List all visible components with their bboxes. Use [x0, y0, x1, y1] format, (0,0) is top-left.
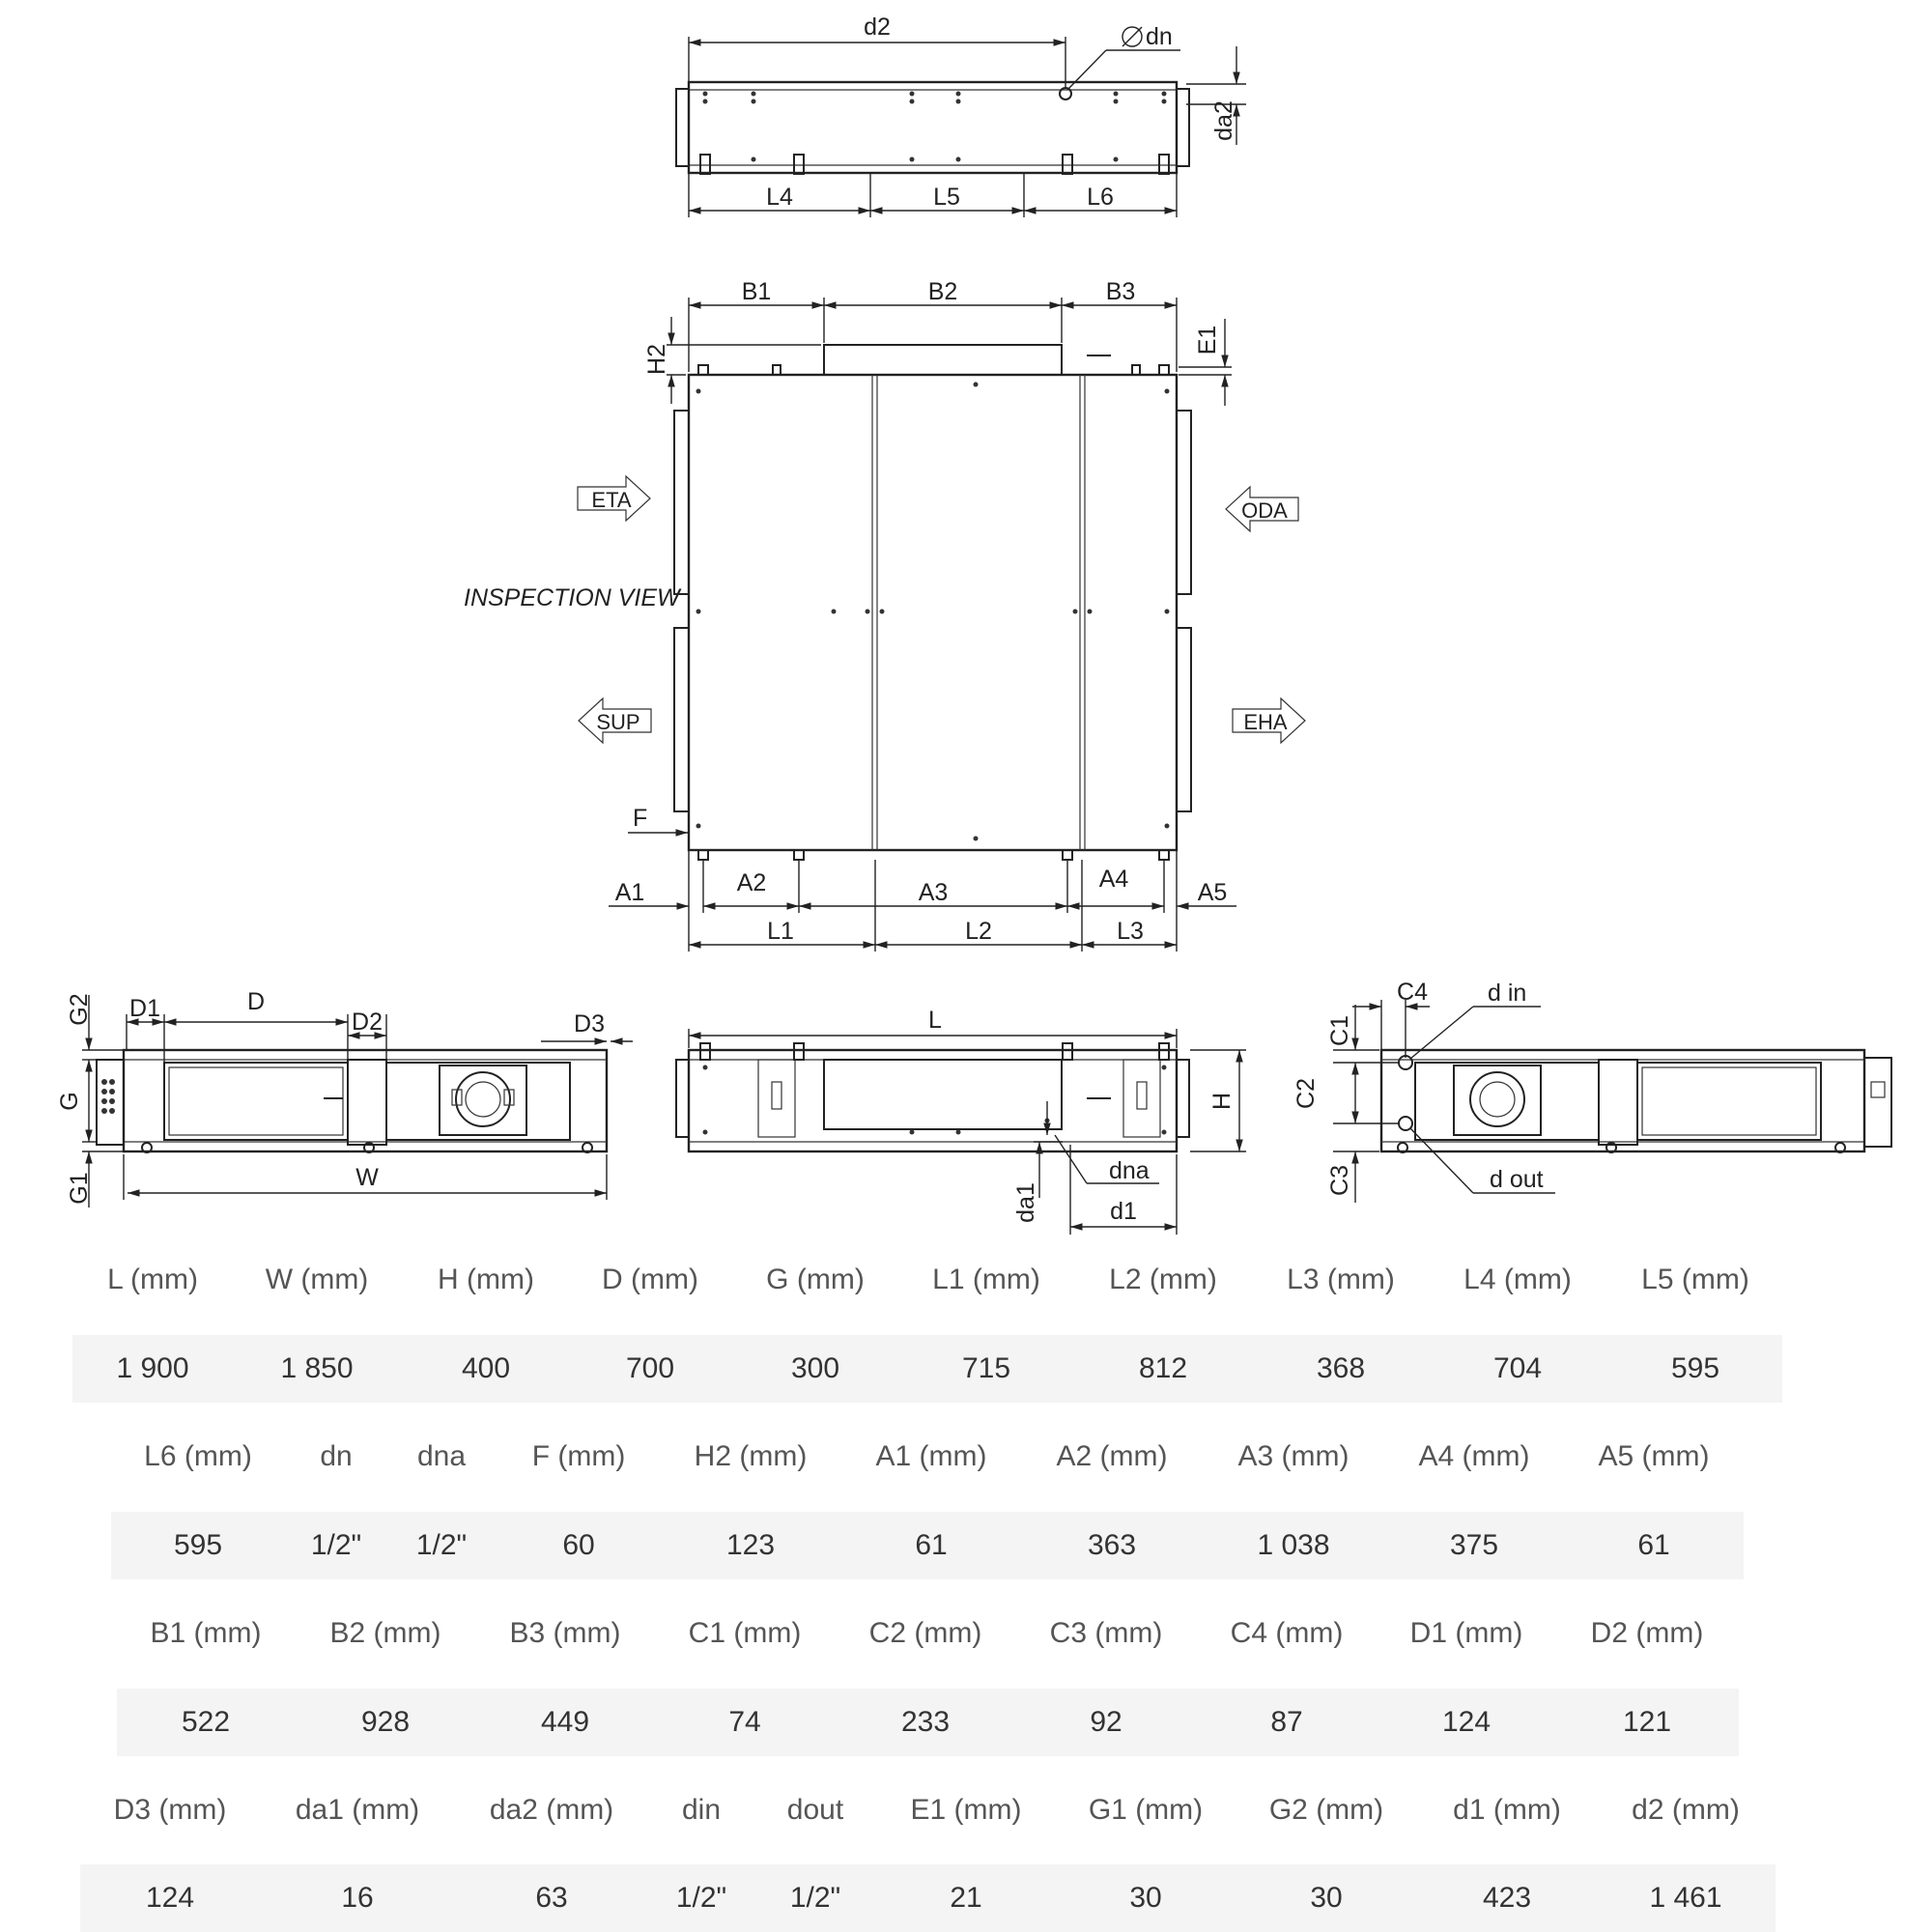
table-value-cell: 1 850	[280, 1352, 354, 1384]
table-header-cell: H2 (mm)	[694, 1440, 808, 1472]
dim-label-da1: da1	[1012, 1182, 1039, 1223]
table-row	[0, 1512, 1932, 1579]
table-header-cell: B2 (mm)	[329, 1617, 441, 1649]
dim-label-d2: D2	[352, 1009, 383, 1036]
table-header-cell: da2 (mm)	[489, 1794, 614, 1826]
left-side-view	[56, 988, 633, 1208]
table-value-cell: 16	[341, 1882, 374, 1914]
dim-label-l6: L6	[1087, 184, 1114, 211]
table-value-cell: 30	[1129, 1882, 1162, 1914]
table-header-cell: B3 (mm)	[509, 1617, 621, 1649]
table-header-cell: B1 (mm)	[150, 1617, 262, 1649]
table-value-cell: 700	[625, 1352, 675, 1384]
dim-label-a3: A3	[918, 879, 949, 906]
dim-label-d1: D1	[129, 995, 160, 1022]
table-value-cell: 400	[461, 1352, 511, 1384]
dim-label-a4: A4	[1098, 866, 1129, 893]
table-row	[0, 1689, 1932, 1756]
table-value-cell: 121	[1622, 1706, 1672, 1738]
dim-label-c2: C2	[1293, 1078, 1320, 1109]
table-value-cell: 92	[1090, 1706, 1122, 1738]
dim-label-c1: C1	[1326, 1015, 1353, 1046]
table-header-cell: L (mm)	[107, 1264, 198, 1295]
dim-label-l5: L5	[933, 184, 960, 211]
table-value-cell: 233	[900, 1706, 951, 1738]
table-header-cell: A5 (mm)	[1598, 1440, 1710, 1472]
table-header-cell: W (mm)	[265, 1264, 369, 1295]
dim-label-dn: dn	[1146, 23, 1173, 50]
table-header-cell: C3 (mm)	[1049, 1617, 1163, 1649]
table-value-cell: 61	[915, 1529, 948, 1561]
table-header-cell: F (mm)	[531, 1440, 626, 1472]
dim-label-f: F	[633, 805, 648, 832]
right-side-view	[1293, 979, 1891, 1203]
table-value-cell: 1/2"	[675, 1882, 727, 1914]
dim-label-d-out: d out	[1490, 1166, 1544, 1193]
table-value-cell: 1 461	[1649, 1882, 1722, 1914]
dim-label-a1: A1	[614, 879, 645, 906]
table-value-cell: 1 900	[116, 1352, 189, 1384]
table-value-cell: 704	[1492, 1352, 1543, 1384]
eha-label: EHA	[1243, 710, 1288, 734]
dim-label-e1: E1	[1194, 325, 1221, 355]
table-header-cell: C4 (mm)	[1230, 1617, 1344, 1649]
dim-label-h2: H2	[643, 344, 670, 375]
dim-label-l: L	[928, 1007, 942, 1034]
dim-label-b3: B3	[1105, 278, 1136, 305]
table-value-cell: 74	[728, 1706, 761, 1738]
dim-label-b2: B2	[927, 278, 958, 305]
top-view	[676, 14, 1246, 217]
dim-label-b1: B1	[741, 278, 772, 305]
table-header-cell: A2 (mm)	[1056, 1440, 1168, 1472]
table-header-cell: E1 (mm)	[910, 1794, 1022, 1826]
dim-label-d-in: d in	[1488, 980, 1527, 1007]
table-header-cell: D (mm)	[602, 1264, 698, 1295]
table-header-cell: D2 (mm)	[1590, 1617, 1704, 1649]
dim-label-l3: L3	[1117, 918, 1144, 945]
table-value-cell: 123	[725, 1529, 776, 1561]
table-header-cell: L1 (mm)	[932, 1264, 1040, 1295]
eha-arrow	[1233, 698, 1305, 743]
oda-label: ODA	[1241, 498, 1288, 523]
table-header-cell: A4 (mm)	[1418, 1440, 1530, 1472]
table-value-cell: 30	[1310, 1882, 1343, 1914]
table-value-cell: 423	[1482, 1882, 1532, 1914]
table-value-cell: 375	[1449, 1529, 1499, 1561]
dim-label-dna: dna	[1109, 1157, 1150, 1184]
table-value-cell: 87	[1270, 1706, 1303, 1738]
dim-label-da2: da2	[1210, 100, 1237, 141]
table-value-cell: 63	[535, 1882, 568, 1914]
table-header-cell: G2 (mm)	[1268, 1794, 1384, 1826]
table-value-cell: 1/2"	[789, 1882, 841, 1914]
table-header-row	[0, 1423, 1932, 1491]
table-row	[0, 1864, 1932, 1932]
table-header-cell: d1 (mm)	[1453, 1794, 1561, 1826]
table-header-cell: L4 (mm)	[1463, 1264, 1572, 1295]
table-value-cell: 60	[562, 1529, 595, 1561]
table-value-cell: 61	[1637, 1529, 1670, 1561]
table-header-cell: din	[681, 1794, 722, 1826]
table-value-cell: 812	[1138, 1352, 1188, 1384]
sup-arrow	[579, 698, 651, 743]
table-header-cell: L2 (mm)	[1109, 1264, 1217, 1295]
dim-label-l1: L1	[767, 918, 794, 945]
table-value-cell: 1 038	[1257, 1529, 1330, 1561]
table-header-cell: A1 (mm)	[875, 1440, 987, 1472]
front-view	[676, 1007, 1246, 1235]
eta-label: ETA	[591, 488, 632, 512]
table-header-cell: G (mm)	[766, 1264, 865, 1295]
dim-label-c4: C4	[1397, 979, 1428, 1006]
table-value-cell: 300	[790, 1352, 840, 1384]
table-header-cell: L6 (mm)	[144, 1440, 252, 1472]
table-value-cell: 363	[1087, 1529, 1137, 1561]
table-header-cell: D1 (mm)	[1409, 1617, 1523, 1649]
table-header-cell: dn	[320, 1440, 353, 1472]
dim-label-g2: G2	[66, 993, 93, 1026]
table-header-row	[0, 1600, 1932, 1667]
table-header-cell: C2 (mm)	[868, 1617, 982, 1649]
table-value-cell: 124	[145, 1882, 195, 1914]
table-value-cell: 595	[173, 1529, 223, 1561]
inspection-view	[464, 278, 1305, 952]
table-header-row	[0, 1776, 1932, 1844]
oda-arrow	[1226, 487, 1298, 531]
table-header-cell: dna	[416, 1440, 467, 1472]
dim-label-h: H	[1208, 1092, 1236, 1111]
sup-label: SUP	[596, 710, 640, 734]
table-value-cell: 522	[181, 1706, 231, 1738]
table-header-cell: C1 (mm)	[688, 1617, 802, 1649]
table-value-cell: 715	[961, 1352, 1011, 1384]
inspection-view-label: INSPECTION VIEW	[464, 584, 680, 611]
eta-arrow	[578, 476, 650, 521]
table-header-cell: L5 (mm)	[1641, 1264, 1749, 1295]
table-value-cell: 124	[1441, 1706, 1492, 1738]
table-value-cell: 1/2"	[415, 1529, 468, 1561]
table-header-cell: A3 (mm)	[1237, 1440, 1350, 1472]
dim-label-a2: A2	[736, 869, 767, 896]
dim-label-d2: d2	[864, 14, 891, 41]
table-value-cell: 368	[1316, 1352, 1366, 1384]
table-header-cell: G1 (mm)	[1088, 1794, 1204, 1826]
table-value-cell: 449	[540, 1706, 590, 1738]
table-value-cell: 1/2"	[310, 1529, 362, 1561]
dim-label-g: G	[56, 1092, 83, 1111]
dim-label-a5: A5	[1197, 879, 1228, 906]
table-header-cell: d2 (mm)	[1632, 1794, 1740, 1826]
dim-label-c3: C3	[1326, 1165, 1353, 1196]
table-header-cell: dout	[786, 1794, 844, 1826]
table-row	[0, 1335, 1932, 1403]
dim-label-l2: L2	[965, 918, 992, 945]
table-header-cell: da1 (mm)	[295, 1794, 420, 1826]
dim-label-w: W	[355, 1164, 379, 1191]
dim-label-d1-lower: d1	[1110, 1198, 1137, 1225]
table-value-cell: 595	[1670, 1352, 1720, 1384]
table-value-cell: 928	[360, 1706, 411, 1738]
table-header-cell: H (mm)	[438, 1264, 534, 1295]
dim-label-d3: D3	[574, 1010, 605, 1037]
dim-label-d: D	[246, 988, 266, 1015]
dim-label-g1: G1	[66, 1172, 93, 1205]
table-header-row	[0, 1246, 1932, 1314]
dim-label-l4: L4	[766, 184, 793, 211]
table-header-cell: D3 (mm)	[113, 1794, 227, 1826]
table-value-cell: 21	[950, 1882, 982, 1914]
table-header-cell: L3 (mm)	[1287, 1264, 1395, 1295]
